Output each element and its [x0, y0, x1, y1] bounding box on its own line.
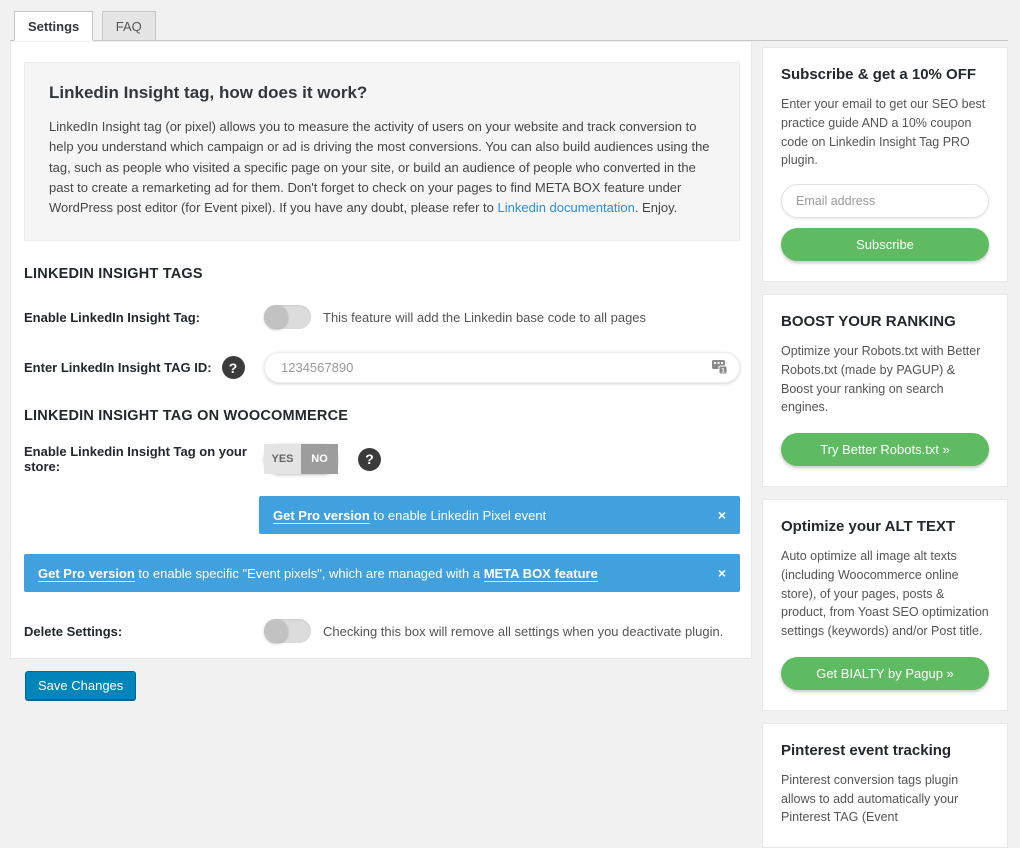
tab-bar [10, 10, 1008, 41]
toggle-knob [264, 619, 288, 643]
banner-text-middle: to enable specific "Event pixels", which are managed with a [134, 565, 484, 581]
tag-id-label [24, 356, 264, 379]
woocommerce-yes-no-switch[interactable] [264, 444, 338, 474]
banner-text [38, 566, 598, 581]
close-icon[interactable]: × [717, 565, 726, 582]
banner-text-rest: to enable Linkedin Pixel event [369, 507, 547, 523]
banner-text [273, 508, 546, 523]
subscribe-panel-title: Subscribe & get a 10% OFF [781, 66, 977, 83]
enable-insight-tag-note: This feature will add the Linkedin base code to all pages [323, 309, 647, 325]
switch-no-option[interactable]: NO [301, 444, 338, 474]
info-box-text-end: . Enjoy. [634, 200, 678, 216]
enable-insight-tag-label: Enable LinkedIn Insight Tag: [24, 309, 200, 325]
pinterest-body: Pinterest conversion tags plugin allows to add automatically your Pinterest TAG (Event [781, 772, 959, 825]
woocommerce-enable-row [24, 444, 740, 474]
woocommerce-enable-label: Enable Linkedin Insight Tag on your store: [24, 444, 247, 475]
switch-yes-option[interactable]: YES [264, 444, 301, 474]
delete-settings-toggle[interactable] [264, 619, 311, 643]
alt-text-panel [762, 499, 1008, 711]
meta-box-feature-link[interactable]: META BOX feature [483, 565, 598, 581]
close-icon[interactable]: × [717, 507, 726, 524]
subscribe-panel [762, 47, 1008, 282]
boost-ranking-body: Optimize your Robots.txt with Better Robots.txt (made by PAGUP) & Boost your ranking on search engines. [781, 344, 981, 415]
email-field[interactable] [781, 184, 989, 218]
info-box-body [49, 117, 715, 218]
tag-id-input-wrap [264, 352, 740, 383]
delete-settings-note: Checking this box will remove all settings when you deactivate plugin. [323, 623, 724, 639]
svg-text:1: 1 [721, 367, 725, 375]
tag-id-input[interactable] [264, 352, 740, 383]
save-changes-button[interactable]: Save Changes [25, 671, 136, 700]
sidebar [762, 47, 1008, 848]
alt-text-body: Auto optimize all image alt texts (including Woocommerce online store), of your pages, posts & product, from Yoast SEO optimization settings (keywords) and/or Post title. [781, 549, 989, 638]
info-box [24, 62, 740, 241]
section-heading-insight-tags: LINKEDIN INSIGHT TAGS [24, 266, 203, 283]
info-box-title: Linkedin Insight tag, how does it work? [49, 83, 368, 102]
section-heading-woocommerce: LINKEDIN INSIGHT TAG ON WOOCOMMERCE [24, 408, 349, 425]
try-better-robots-button[interactable]: Try Better Robots.txt » [781, 433, 989, 466]
enable-insight-tag-toggle[interactable] [264, 305, 311, 329]
settings-panel [10, 42, 752, 694]
subscribe-panel-body: Enter your email to get our SEO best practice guide AND a 10% coupon code on Linkedin Insight Tag PRO plugin. [781, 97, 986, 168]
boost-ranking-title: BOOST YOUR RANKING [781, 313, 956, 330]
subscribe-button[interactable]: Subscribe [781, 228, 989, 261]
tag-id-label-text: Enter LinkedIn Insight TAG ID: [24, 360, 212, 376]
delete-settings-row [24, 616, 740, 646]
pinterest-panel [762, 723, 1008, 848]
delete-settings-label: Delete Settings: [24, 623, 123, 639]
alt-text-title: Optimize your ALT TEXT [781, 518, 956, 535]
toggle-knob [264, 305, 288, 329]
help-icon[interactable]: ? [222, 356, 245, 379]
pinterest-title: Pinterest event tracking [781, 741, 952, 759]
tag-id-row [24, 352, 740, 383]
tab-settings[interactable]: Settings [14, 11, 93, 41]
pro-version-banner-pixel-event [259, 496, 740, 534]
enable-insight-tag-row [24, 302, 740, 332]
tab-faq[interactable]: FAQ [102, 11, 156, 41]
pro-version-banner-event-pixels [24, 554, 740, 592]
get-bialty-button[interactable]: Get BIALTY by Pagup » [781, 657, 989, 690]
get-pro-version-link[interactable]: Get Pro version [273, 507, 370, 523]
numeric-keypad-icon[interactable] [711, 359, 729, 375]
linkedin-documentation-link[interactable]: Linkedin documentation [497, 200, 635, 216]
info-box-text: LinkedIn Insight tag (or pixel) allows you to measure the activity of users on your website and track conversion to help you understand which campaign or ad is driving the most conversions. You can also build audiences using the tag, such as people who visited a specific page on your site, or build an audience of people who converted in the past to create a remarketing ad for them. Don't forget to check on your pages to find META BOX feature under WordPress post editor (for Event pixel). If you have any doubt, please refer to [49, 119, 710, 216]
get-pro-version-link[interactable]: Get Pro version [38, 565, 135, 581]
boost-ranking-panel [762, 294, 1008, 487]
help-icon[interactable]: ? [358, 448, 381, 471]
